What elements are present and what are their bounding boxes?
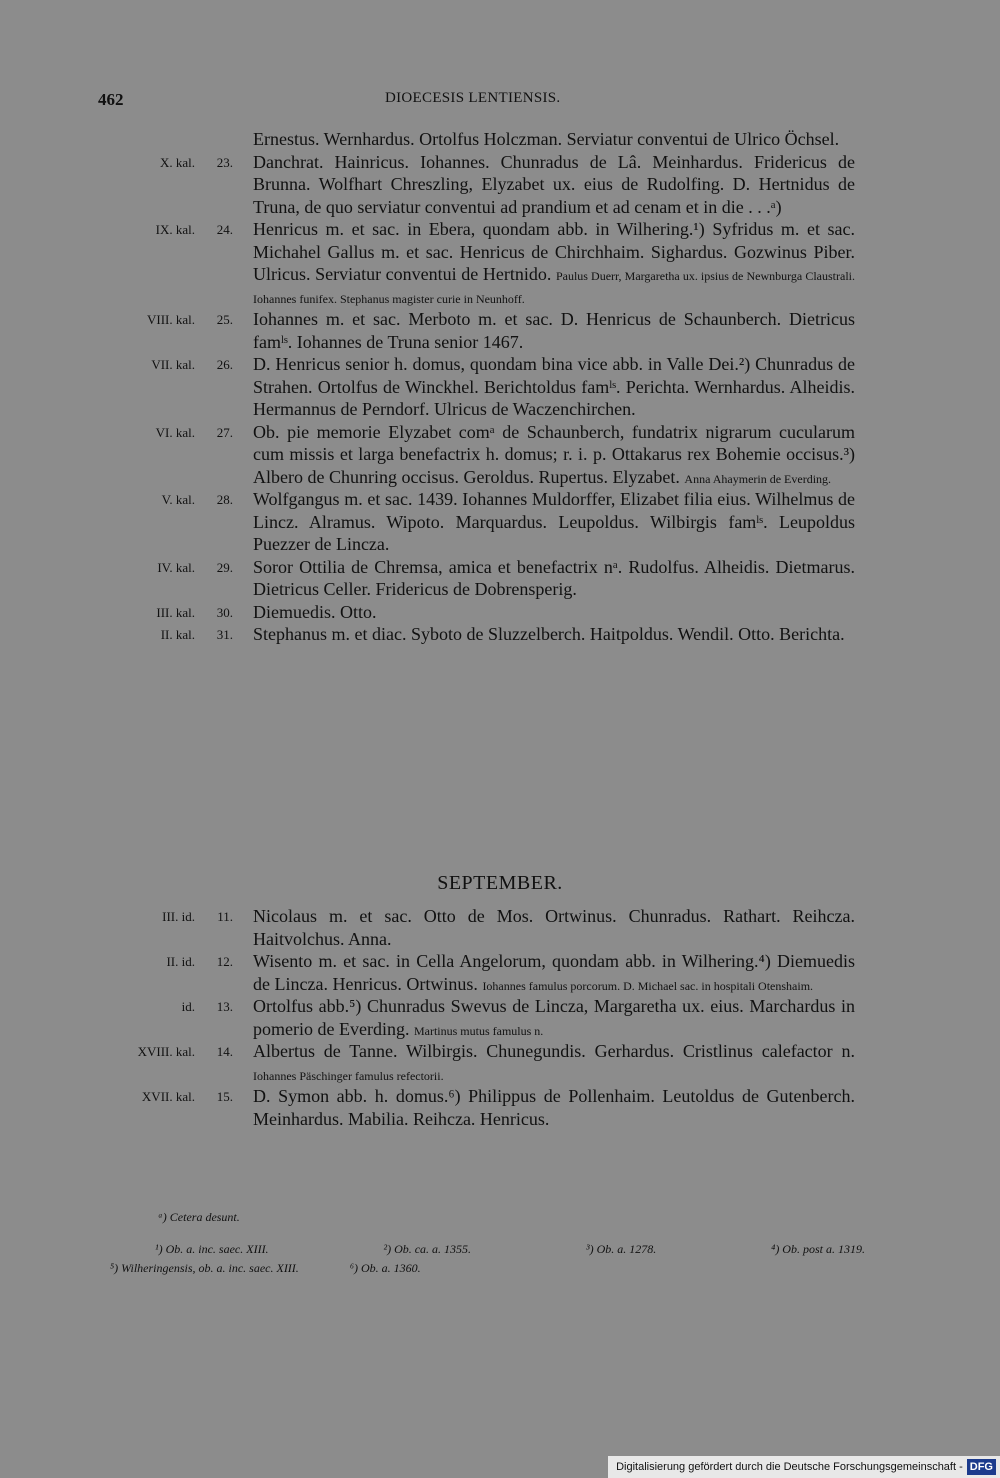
calendar-entry [0, 601, 1000, 624]
entry-date: V. kal. [161, 492, 195, 507]
entry-date: III. kal. [156, 604, 195, 620]
entry-text [253, 1040, 855, 1085]
entry-day: 23. [216, 154, 233, 170]
entry-day: 15. [216, 1089, 233, 1104]
calendar-entry [0, 421, 1000, 489]
entry-later-addition: Iohannes famulus porcorum. D. Michael sac. in hospitali Otenshaim. [482, 978, 814, 993]
entry-main-text: Iohannes m. et sac. Merboto m. et sac. D. Henricus de Schaunberch. Dietricus famˡˢ. Iohannes de Truna senior 1467. [253, 309, 855, 352]
entry-main-text: Danchrat. Hainricus. Iohannes. Chunradus de Lâ. Meinhardus. Fridericus de Brunna. Wolfhart Chreszling, Elyzabet ux. eius de Rudolfing. D. Hertnidus de Truna, de quo serviatur conventui ad prandium et ad cenam et in die . . .ᵃ) [253, 151, 855, 217]
entry-text [253, 950, 855, 995]
entry-text [253, 353, 855, 421]
calendar-entry [0, 950, 1000, 995]
entry-day: 25. [216, 312, 233, 327]
entry-main-text: D. Symon abb. h. domus.⁶) Philippus de Pollenhaim. Leutoldus de Gutenberch. Meinhardus. Mabilia. Reihcza. Henricus. [253, 1086, 855, 1129]
footnote-6: ⁶) Ob. a. 1360. [349, 1261, 421, 1275]
continuation-entry [0, 128, 1000, 151]
continuation-text: Ernestus. Wernhardus. Ortolfus Holczman. Serviatur conventui de Ulrico Öchsel. [253, 129, 840, 149]
entry-date: XVII. kal. [141, 1089, 195, 1104]
entry-main-text: Wolfgangus m. et sac. 1439. Iohannes Muldorffer, Elizabet filia eius. Wilhelmus de Lincz. Alramus. Wipoto. Marquardus. Leupoldus. Wilbirgis famˡˢ. Leupoldus Puezzer de Lincza. [253, 489, 855, 554]
calendar-entry [0, 995, 1000, 1040]
footnote-4: ⁴) Ob. post a. 1319. [771, 1242, 865, 1256]
entry-day: 28. [216, 492, 233, 507]
entry-date: IX. kal. [155, 222, 195, 237]
calendar-entry [0, 353, 1000, 421]
entry-date: II. kal. [160, 627, 195, 642]
entry-day: 13. [216, 999, 233, 1014]
footnotes-row-1 [155, 1242, 865, 1257]
entry-day: 24. [216, 222, 233, 237]
footnotes-row-2 [110, 1261, 469, 1276]
calendar-entry [0, 151, 1000, 219]
entry-main-text: Ob. pie memorie Elyzabet comᵃ de Schaunberch, fundatrix nigrarum cucularum cum missis et larga benefactrix h. domus; r. i. p. Ottakarus rex Bohemie occisus.³) Albero de Chunring occisus. Geroldus. Rupertus. Elyzabet. [253, 421, 855, 487]
entry-main-text: Ortolfus abb.⁵) Chunradus Swevus de Lincza, Margaretha ux. eius. Marchardus in pomerio de Everding. [253, 996, 855, 1039]
entry-date: II. id. [166, 954, 195, 969]
entry-main-text: Nicolaus m. et sac. Otto de Mos. Ortwinus. Chunradus. Rathart. Reihcza. Haitvolchus. Anna. [253, 906, 855, 949]
entry-main-text: Stephanus m. et diac. Syboto de Sluzzelberch. Haitpoldus. Wendil. Otto. Berichta. [253, 624, 845, 644]
entry-date: id. [181, 999, 195, 1014]
entry-text [253, 995, 855, 1040]
entry-text [253, 308, 855, 353]
calendar-entry [0, 218, 1000, 308]
entry-day: 12. [216, 954, 233, 969]
footnote-1: ¹) Ob. a. inc. saec. XIII. [155, 1242, 269, 1256]
running-title: DIOECESIS LENTIENSIS. [385, 90, 561, 106]
dfg-banner [608, 1456, 1000, 1478]
entry-main-text: Soror Ottilia de Chremsa, amica et benefactrix nᵃ. Rudolfus. Alheidis. Dietmarus. Dietricus Celler. Fridericus de Dobrensperig. [253, 556, 855, 599]
entry-day: 31. [216, 627, 233, 642]
entry-main-text: Albertus de Tanne. Wilbirgis. Chunegundis. Gerhardus. Cristlinus calefactor n. [253, 1041, 855, 1061]
entry-text [253, 1085, 855, 1130]
dfg-banner-text: Digitalisierung gefördert durch die Deutsche Forschungsgemeinschaft - [616, 1461, 963, 1473]
footnote-a: ᵃ) Cetera desunt. [158, 1210, 240, 1224]
footnote-5: ⁵) Wilheringensis, ob. a. inc. saec. XIII. [110, 1261, 299, 1275]
calendar-entry [0, 308, 1000, 353]
entry-text [253, 623, 855, 646]
entry-text [253, 905, 855, 950]
entry-text [253, 151, 855, 219]
calendar-entry [0, 556, 1000, 601]
entry-text [253, 601, 855, 624]
entry-text [253, 488, 855, 556]
entry-date: VIII. kal. [146, 312, 195, 327]
entry-date: XVIII. kal. [137, 1044, 195, 1059]
entry-later-addition: Martinus mutus famulus n. [413, 1023, 544, 1038]
entry-main-text: Henricus m. et sac. in Ebera, quondam abb. in Wilhering.¹) Syfridus m. et sac. Michahel Gallus m. et sac. Henricus de Chirchhaim. Sighardus. Gozwinus Piber. Ulricus. Serviatur conventui de Hertnido. [253, 219, 855, 284]
august-entries [0, 128, 1000, 646]
entry-day: 27. [216, 424, 233, 440]
entry-later-addition: Iohannes Päschinger famulus refectorii. [253, 1068, 444, 1083]
entry-main-text: Wisento m. et sac. in Cella Angelorum, quondam abb. in Wilhering.⁴) Diemuedis de Lincza. Henricus. Ortwinus. [253, 951, 855, 994]
entry-date: VI. kal. [155, 424, 195, 440]
entry-date: X. kal. [159, 154, 195, 170]
entry-later-addition: Anna Ahaymerin de Everding. [684, 471, 832, 486]
september-entries [0, 905, 1000, 1130]
entry-main-text: D. Henricus senior h. domus, quondam bina vice abb. in Valle Dei.²) Chunradus de Strahen. Ortolfus de Winckhel. Berichtoldus famˡˢ. Perichta. Wernhardus. Alheidis. Hermannus de Perndorf. Ulricus de Waczenchirchen. [253, 354, 855, 419]
page-number: 462 [98, 90, 124, 109]
entry-text [253, 218, 855, 308]
entry-main-text: Diemuedis. Otto. [253, 601, 377, 622]
calendar-entry [0, 623, 1000, 646]
calendar-entry [0, 905, 1000, 950]
calendar-entry [0, 1085, 1000, 1130]
footnote-2: ²) Ob. ca. a. 1355. [383, 1242, 472, 1256]
entry-day: 14. [216, 1044, 233, 1059]
entry-date: III. id. [162, 909, 195, 924]
entry-day: 30. [216, 604, 233, 620]
entry-date: IV. kal. [157, 559, 195, 575]
entry-later-addition: Paulus Duerr, Margaretha ux. ipsius de Newnburga Claustrali. Iohannes funifex. Stephanus magister curie in Neunhoff. [253, 269, 855, 306]
entry-text [253, 556, 855, 601]
entry-text [253, 421, 855, 489]
entry-day: 11. [217, 909, 233, 924]
entry-day: 29. [216, 559, 233, 575]
calendar-entry [0, 488, 1000, 556]
entry-date: VII. kal. [151, 357, 195, 372]
calendar-entry [0, 1040, 1000, 1085]
month-heading: SEPTEMBER. [437, 872, 563, 894]
page-header [0, 90, 1000, 112]
dfg-logo: DFG [967, 1459, 996, 1475]
footnote-3: ³) Ob. a. 1278. [585, 1242, 657, 1256]
entry-day: 26. [216, 357, 233, 372]
